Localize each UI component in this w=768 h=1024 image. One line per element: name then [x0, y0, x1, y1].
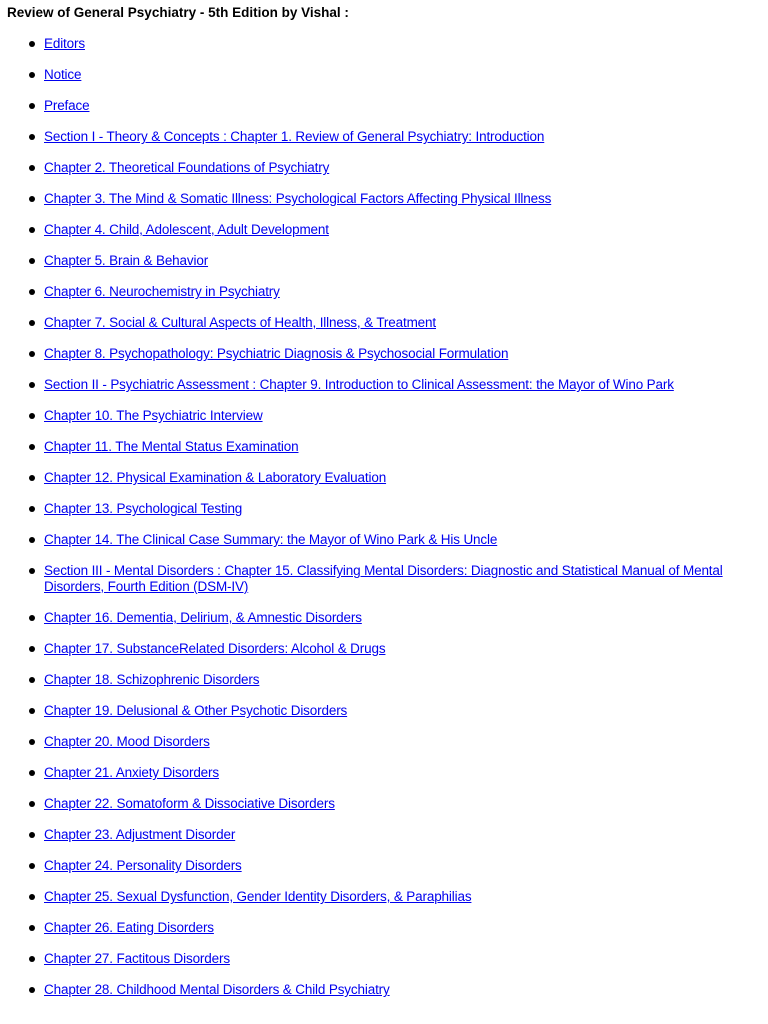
toc-item-editors [0, 36, 768, 52]
toc-item-chapter-23 [0, 827, 768, 843]
toc-item-chapter-27 [0, 951, 768, 967]
toc-item-chapter-24 [0, 858, 768, 874]
toc-link-chapter-6[interactable]: Chapter 6. Neurochemistry in Psychiatry [44, 284, 280, 299]
toc-link-chapter-5[interactable]: Chapter 5. Brain & Behavior [44, 253, 209, 268]
bullet-icon [29, 801, 35, 807]
toc-item-chapter-15 [0, 563, 768, 595]
bullet-icon [29, 72, 35, 78]
page-title: Review of General Psychiatry - 5th Edition by Vishal : [7, 5, 349, 20]
bullet-icon [29, 506, 35, 512]
toc-item-chapter-12 [0, 470, 768, 486]
bullet-icon [29, 320, 35, 326]
bullet-icon [29, 646, 35, 652]
toc-item-chapter-28 [0, 982, 768, 998]
toc-item-chapter-4 [0, 222, 768, 238]
toc-link-chapter-24[interactable]: Chapter 24. Personality Disorders [44, 858, 242, 873]
bullet-icon [29, 41, 35, 47]
toc-link-chapter-14[interactable]: Chapter 14. The Clinical Case Summary: the Mayor of Wino Park & His Uncle [44, 532, 498, 547]
table-of-contents [0, 36, 768, 1013]
toc-item-chapter-21 [0, 765, 768, 781]
toc-item-chapter-25 [0, 889, 768, 905]
toc-link-chapter-8[interactable]: Chapter 8. Psychopathology: Psychiatric Diagnosis & Psychosocial Formulation [44, 346, 509, 361]
bullet-icon [29, 351, 35, 357]
bullet-icon [29, 475, 35, 481]
bullet-icon [29, 537, 35, 543]
toc-item-chapter-20 [0, 734, 768, 750]
bullet-icon [29, 677, 35, 683]
bullet-icon [29, 739, 35, 745]
toc-link-notice[interactable]: Notice [44, 67, 82, 82]
toc-link-chapter-1[interactable]: Section I - Theory & Concepts : Chapter 1. Review of General Psychiatry: Introduction [44, 129, 545, 144]
toc-item-chapter-9 [0, 377, 768, 393]
toc-link-chapter-16[interactable]: Chapter 16. Dementia, Delirium, & Amnestic Disorders [44, 610, 362, 625]
bullet-icon [29, 568, 35, 574]
toc-link-chapter-20[interactable]: Chapter 20. Mood Disorders [44, 734, 210, 749]
bullet-icon [29, 444, 35, 450]
toc-item-chapter-6 [0, 284, 768, 300]
toc-link-chapter-22[interactable]: Chapter 22. Somatoform & Dissociative Disorders [44, 796, 335, 811]
toc-item-chapter-22 [0, 796, 768, 812]
toc-link-chapter-9[interactable]: Section II - Psychiatric Assessment : Chapter 9. Introduction to Clinical Assessment: the Mayor of Wino Park [44, 377, 674, 392]
toc-link-editors[interactable]: Editors [44, 36, 85, 51]
bullet-icon [29, 165, 35, 171]
toc-item-chapter-18 [0, 672, 768, 688]
toc-item-chapter-8 [0, 346, 768, 362]
toc-link-preface[interactable]: Preface [44, 98, 90, 113]
toc-link-chapter-3[interactable]: Chapter 3. The Mind & Somatic Illness: Psychological Factors Affecting Physical Illness [44, 191, 552, 206]
bullet-icon [29, 863, 35, 869]
bullet-icon [29, 708, 35, 714]
bullet-icon [29, 925, 35, 931]
bullet-icon [29, 956, 35, 962]
bullet-icon [29, 103, 35, 109]
toc-link-chapter-7[interactable]: Chapter 7. Social & Cultural Aspects of Health, Illness, & Treatment [44, 315, 436, 330]
toc-item-notice [0, 67, 768, 83]
toc-item-chapter-17 [0, 641, 768, 657]
bullet-icon [29, 258, 35, 264]
toc-link-chapter-2[interactable]: Chapter 2. Theoretical Foundations of Psychiatry [44, 160, 330, 175]
toc-link-chapter-12[interactable]: Chapter 12. Physical Examination & Laboratory Evaluation [44, 470, 387, 485]
toc-item-chapter-19 [0, 703, 768, 719]
toc-item-chapter-1 [0, 129, 768, 145]
toc-item-chapter-5 [0, 253, 768, 269]
toc-link-chapter-21[interactable]: Chapter 21. Anxiety Disorders [44, 765, 219, 780]
bullet-icon [29, 615, 35, 621]
toc-link-chapter-25[interactable]: Chapter 25. Sexual Dysfunction, Gender Identity Disorders, & Paraphilias [44, 889, 472, 904]
toc-link-chapter-11[interactable]: Chapter 11. The Mental Status Examination [44, 439, 299, 454]
bullet-icon [29, 289, 35, 295]
bullet-icon [29, 196, 35, 202]
bullet-icon [29, 987, 35, 993]
toc-item-chapter-14 [0, 532, 768, 548]
toc-link-chapter-13[interactable]: Chapter 13. Psychological Testing [44, 501, 243, 516]
toc-item-preface [0, 98, 768, 114]
toc-link-chapter-4[interactable]: Chapter 4. Child, Adolescent, Adult Development [44, 222, 329, 237]
toc-link-chapter-23[interactable]: Chapter 23. Adjustment Disorder [44, 827, 236, 842]
toc-link-chapter-28[interactable]: Chapter 28. Childhood Mental Disorders & Child Psychiatry [44, 982, 390, 997]
toc-item-chapter-3 [0, 191, 768, 207]
toc-item-chapter-16 [0, 610, 768, 626]
toc-link-chapter-18[interactable]: Chapter 18. Schizophrenic Disorders [44, 672, 260, 687]
bullet-icon [29, 894, 35, 900]
toc-item-chapter-11 [0, 439, 768, 455]
toc-item-chapter-10 [0, 408, 768, 424]
toc-item-chapter-7 [0, 315, 768, 331]
toc-item-chapter-2 [0, 160, 768, 176]
bullet-icon [29, 413, 35, 419]
bullet-icon [29, 227, 35, 233]
bullet-icon [29, 832, 35, 838]
toc-item-chapter-26 [0, 920, 768, 936]
toc-link-chapter-15[interactable]: Section III - Mental Disorders : Chapter 15. Classifying Mental Disorders: Diagnostic and Statistical Manual of Mental Disorders, Fourth Edition (DSM-IV) [44, 563, 723, 594]
toc-item-chapter-13 [0, 501, 768, 517]
toc-link-chapter-19[interactable]: Chapter 19. Delusional & Other Psychotic Disorders [44, 703, 348, 718]
toc-link-chapter-27[interactable]: Chapter 27. Factitous Disorders [44, 951, 230, 966]
bullet-icon [29, 382, 35, 388]
toc-link-chapter-10[interactable]: Chapter 10. The Psychiatric Interview [44, 408, 263, 423]
toc-link-chapter-26[interactable]: Chapter 26. Eating Disorders [44, 920, 214, 935]
toc-link-chapter-17[interactable]: Chapter 17. SubstanceRelated Disorders: Alcohol & Drugs [44, 641, 386, 656]
bullet-icon [29, 770, 35, 776]
bullet-icon [29, 134, 35, 140]
